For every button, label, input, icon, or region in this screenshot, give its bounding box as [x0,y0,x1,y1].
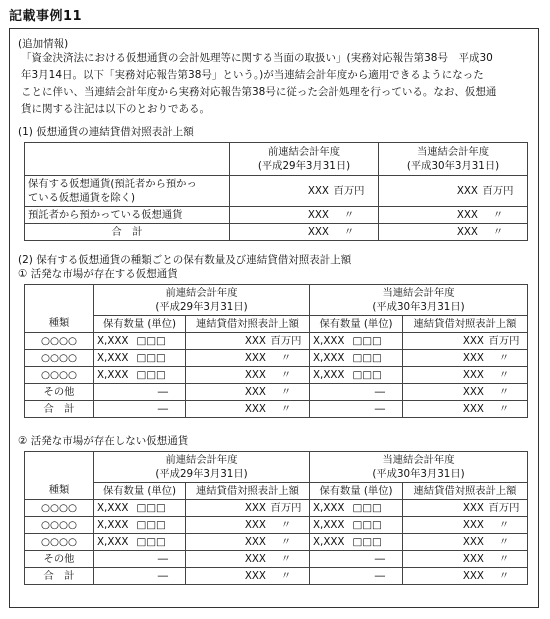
qty-cell [94,568,186,585]
table-row [25,367,528,384]
amount-cell [186,517,310,534]
prev-year-header [94,452,310,483]
qty-cell [310,384,403,401]
row-label [25,176,230,207]
curr-qty-header: 保有数量 (単位) [310,316,403,333]
qty-value: ― [157,552,168,565]
qty-cell [310,350,403,367]
qty-unit: □□□ [352,535,382,548]
amount-cell [403,367,528,384]
qty-value: ― [157,402,168,415]
table-row [25,384,528,401]
qty-value: X,XXX [97,334,129,347]
amount: XXX [244,501,266,514]
amount: XXX [244,385,266,398]
amount-cell [403,401,528,418]
table-row [25,517,528,534]
qty-unit: □□□ [352,368,382,381]
qty-unit: □□□ [136,368,166,381]
curr-year-label: 当連結会計年度 [416,146,490,158]
prev-amount-header: 連結貸借対照表計上額 [186,316,310,333]
kind-cell: ○○○○ [25,367,94,384]
qty-cell [94,517,186,534]
table-row [25,207,528,224]
unit: 〃 [280,351,292,364]
table-header-row [25,452,528,483]
amount-cell [403,568,528,585]
amount-cell [186,551,310,568]
amount-cell [403,551,528,568]
amount-cell [403,534,528,551]
amount: XXX [307,208,329,221]
amount: XXX [307,225,329,238]
qty-cell [310,551,403,568]
amount: XXX [307,184,329,197]
qty-cell [94,401,186,418]
prev-value-cell [230,207,379,224]
kind-cell: ○○○○ [25,534,94,551]
amount: XXX [244,569,266,582]
unit: 百万円 [270,501,302,514]
curr-year-label: 当連結会計年度 [382,287,455,299]
amount: XXX [244,351,266,364]
kind-cell: その他 [25,384,94,401]
kind-cell: 合 計 [25,568,94,585]
amount: XXX [462,402,484,415]
amount-cell [186,350,310,367]
prev-value-cell [230,224,379,241]
table-row [25,534,528,551]
amount: XXX [462,569,484,582]
amount: XXX [456,225,478,238]
curr-year-date: (平成30年3月31日) [372,301,465,313]
qty-cell [94,350,186,367]
amount: XXX [244,368,266,381]
amount: XXX [462,351,484,364]
curr-qty-header: 保有数量 (単位) [310,483,403,500]
prev-year-label: 前連結会計年度 [165,287,238,299]
amount-cell [186,401,310,418]
unit: 〃 [280,552,292,565]
unit: 〃 [498,385,510,398]
curr-value-cell [379,207,528,224]
qty-value: X,XXX [97,368,129,381]
doc-title: 記載事例11 [9,9,83,24]
unit: 〃 [498,552,510,565]
curr-value-cell [379,176,528,207]
qty-value: ― [374,402,385,415]
qty-unit: □□□ [352,501,382,514]
prev-year-header [230,143,379,176]
amount: XXX [244,552,266,565]
kind-cell: 合 計 [25,401,94,418]
unit: 百万円 [270,334,302,347]
unit: 〃 [498,368,510,381]
amount-cell [186,367,310,384]
amount: XXX [462,385,484,398]
prev-qty-header: 保有数量 (単位) [94,483,186,500]
table-row [25,176,528,207]
amount-cell [403,500,528,517]
qty-value: ― [374,552,385,565]
qty-value: X,XXX [97,518,129,531]
amount: XXX [244,518,266,531]
unit: 〃 [280,385,292,398]
total-row [25,224,528,241]
unit: 〃 [492,208,504,221]
unit: 〃 [498,351,510,364]
qty-unit: □□□ [136,334,166,347]
table-row [25,333,528,350]
prev-year-date: (平成29年3月31日) [257,160,351,172]
prev-amount-header: 連結貸借対照表計上額 [186,483,310,500]
qty-value: ― [157,385,168,398]
unit: 〃 [343,208,355,221]
qty-cell [94,534,186,551]
sec2-subheading-1: ① 活発な市場が存在する仮想通貨 [18,268,178,280]
sec1-heading: (1) 仮想通貨の連結貸借対照表計上額 [18,126,194,138]
qty-cell [94,367,186,384]
qty-cell [310,401,403,418]
unit: 〃 [498,569,510,582]
unit: 百万円 [333,184,365,197]
qty-unit: □□□ [352,351,382,364]
unit: 〃 [343,225,355,238]
amount: XXX [244,402,266,415]
qty-cell [94,333,186,350]
curr-year-header [310,285,528,316]
amount: XXX [244,535,266,548]
header-blank [25,452,94,483]
qty-value: X,XXX [97,535,129,548]
amount-cell [186,384,310,401]
qty-value: X,XXX [313,351,345,364]
qty-unit: □□□ [136,518,166,531]
row-label: 預託者から預かっている仮想通貨 [25,207,230,224]
unit: 〃 [280,518,292,531]
qty-cell [310,367,403,384]
qty-unit: □□□ [136,535,166,548]
qty-value: X,XXX [313,518,345,531]
row-label-line: 保有する仮想通貨(預託者から預かっ [28,178,197,190]
qty-unit: □□□ [352,334,382,347]
curr-year-header [379,143,528,176]
curr-year-label: 当連結会計年度 [382,454,455,466]
unit: 〃 [280,402,292,415]
amount: XXX [462,334,484,347]
qty-value: X,XXX [313,501,345,514]
kind-cell: ○○○○ [25,517,94,534]
qty-value: ― [374,385,385,398]
header-blank [25,285,94,316]
qty-value: X,XXX [97,351,129,364]
sec2-table-active-market [24,284,528,418]
amount-cell [186,534,310,551]
sec2-heading: (2) 保有する仮想通貨の種類ごとの保有数量及び連結貸借対照表計上額 [18,254,352,266]
table-row [25,551,528,568]
table-row [25,500,528,517]
amount: XXX [462,535,484,548]
amount-cell [403,333,528,350]
qty-unit: □□□ [136,501,166,514]
kind-header: 種類 [25,483,94,500]
unit: 百万円 [482,184,514,197]
qty-cell [310,534,403,551]
curr-amount-header: 連結貸借対照表計上額 [403,316,528,333]
kind-cell: ○○○○ [25,350,94,367]
row-label-line: ている仮想通貨を除く) [28,192,135,204]
sec1-header-row [25,143,528,176]
qty-value: ― [374,569,385,582]
unit: 〃 [498,518,510,531]
prev-year-label: 前連結会計年度 [165,454,238,466]
section-title: (追加情報) [18,38,69,50]
prev-value-cell [230,176,379,207]
amount-cell [186,568,310,585]
kind-cell: ○○○○ [25,333,94,350]
curr-value-cell [379,224,528,241]
prev-qty-header: 保有数量 (単位) [94,316,186,333]
curr-year-header [310,452,528,483]
qty-value: X,XXX [313,334,345,347]
unit: 〃 [498,535,510,548]
unit: 〃 [280,368,292,381]
row-label: 合 計 [25,224,230,241]
sec1-header-blank [25,143,230,176]
amount-cell [403,384,528,401]
column-header-row [25,316,528,333]
kind-cell: その他 [25,551,94,568]
amount-cell [186,333,310,350]
amount-cell [403,517,528,534]
qty-cell [310,568,403,585]
paragraph-line: 「資金決済法における仮想通貨の会計処理等に関する当面の取扱い」(実務対応報告第38号 平成30 [21,52,493,64]
paragraph-line: 年3月14日。以下「実務対応報告第38号」という。)が当連結会計年度から適用できるようになった [21,69,484,81]
qty-cell [310,517,403,534]
amount: XXX [462,552,484,565]
unit: 百万円 [488,501,520,514]
unit: 〃 [280,535,292,548]
qty-cell [94,500,186,517]
prev-year-label: 前連結会計年度 [267,146,341,158]
amount-cell [186,500,310,517]
table-row [25,350,528,367]
paragraph-line: ことに伴い、当連結会計年度から実務対応報告第38号に従った会計処理を行っている。なお、仮想通 [21,86,497,98]
sec2-table-no-active-market [24,451,528,585]
prev-year-date: (平成29年3月31日) [155,301,248,313]
qty-cell [94,551,186,568]
qty-value: X,XXX [97,501,129,514]
intro-paragraph [21,50,529,118]
unit: 〃 [280,569,292,582]
prev-year-header [94,285,310,316]
kind-cell: ○○○○ [25,500,94,517]
table-row [25,401,528,418]
sec2-subheading-2: ② 活発な市場が存在しない仮想通貨 [18,435,189,447]
sec1-table [24,142,528,241]
qty-cell [310,500,403,517]
amount: XXX [462,368,484,381]
amount-cell [403,350,528,367]
unit: 百万円 [488,334,520,347]
kind-header: 種類 [25,316,94,333]
curr-year-date: (平成30年3月31日) [406,160,500,172]
qty-unit: □□□ [352,518,382,531]
table-row [25,568,528,585]
unit: 〃 [498,402,510,415]
table-header-row [25,285,528,316]
qty-value: ― [157,569,168,582]
qty-cell [310,333,403,350]
column-header-row [25,483,528,500]
curr-year-date: (平成30年3月31日) [372,468,465,480]
qty-cell [94,384,186,401]
qty-value: X,XXX [313,535,345,548]
amount: XXX [456,184,478,197]
amount: XXX [462,518,484,531]
unit: 〃 [492,225,504,238]
amount: XXX [244,334,266,347]
amount: XXX [462,501,484,514]
paragraph-line: 貨に関する注記は以下のとおりである。 [21,103,210,115]
curr-amount-header: 連結貸借対照表計上額 [403,483,528,500]
prev-year-date: (平成29年3月31日) [155,468,248,480]
qty-unit: □□□ [136,351,166,364]
amount: XXX [456,208,478,221]
qty-value: X,XXX [313,368,345,381]
